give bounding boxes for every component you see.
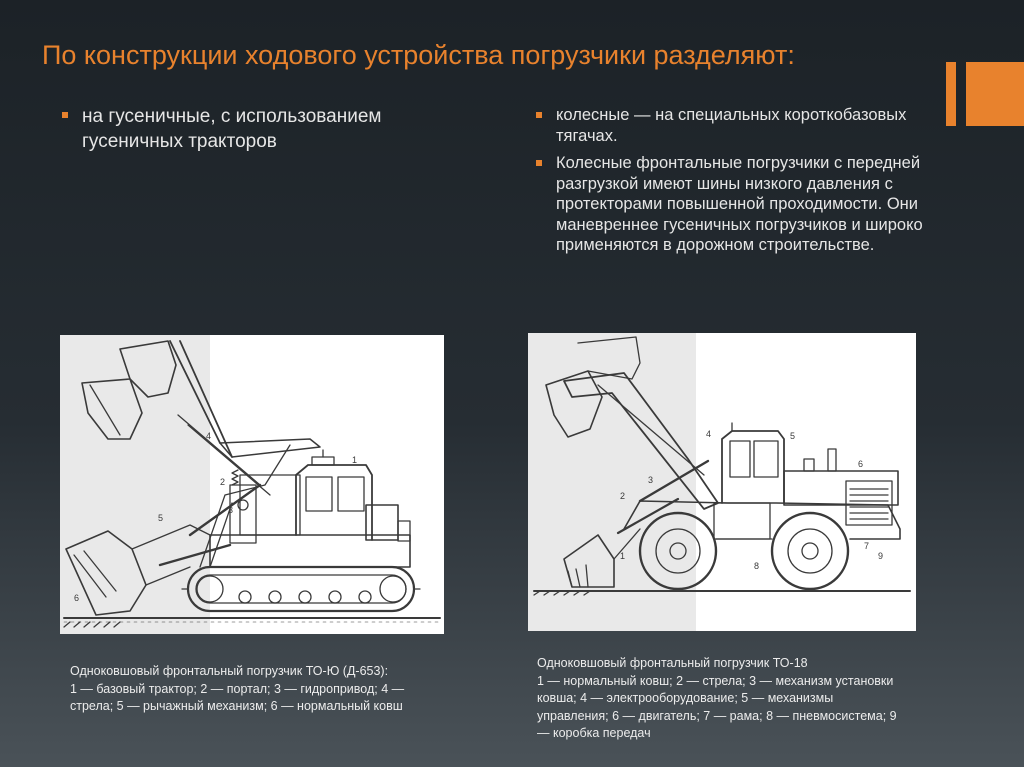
caption-body: 1 — нормальный ковш; 2 — стрела; 3 — механизм установки ковша; 4 — электрооборудование; 5 — механизмы управления; 6 — двигатель; 7 — рама; 8 — пневмосистема; 9 — коробка передач [537, 673, 897, 740]
callout-1: 1 [352, 455, 358, 465]
accent-bar-thin [946, 62, 956, 126]
left-bullet-text: на гусеничные, с использованием гусеничных тракторов [82, 106, 382, 152]
right-bullet-text: колесные — на специальных короткобазовых тягачах. [556, 106, 907, 145]
callout-6: 6 [74, 593, 80, 603]
callout-7: 7 [864, 541, 870, 551]
wheel-loader-drawing [528, 333, 916, 631]
left-bullet-list [62, 104, 422, 154]
right-bullet-item [536, 105, 926, 146]
right-bullet-item [536, 153, 926, 256]
callout-1: 1 [620, 551, 626, 561]
caption-title: Одноковшовый фронтальный погрузчик ТО-Ю (Д-653): [70, 664, 389, 678]
accent-bar-thick [966, 62, 1024, 126]
callout-2: 2 [220, 477, 226, 487]
callout-4: 4 [706, 429, 712, 439]
bullet-marker [536, 112, 542, 118]
callout-3: 3 [648, 475, 654, 485]
callout-2: 2 [620, 491, 626, 501]
right-bullet-text: Колесные фронтальные погрузчики с передней разгрузкой имеют шины низкого давления с протекторами повышенной проходимости. Они маневреннее гусеничных погрузчиков и широко применяются в дорожном строительстве. [556, 154, 923, 254]
slide-title: По конструкции ходового устройства погрузчики разделяют: [42, 40, 795, 70]
right-bullet-list [536, 105, 926, 263]
caption-body: 1 — базовый трактор; 2 — портал; 3 — гидропривод; 4 — стрела; 5 — рычажный механизм; 6 — нормальный ковш [70, 681, 405, 713]
callout-4: 4 [206, 431, 212, 441]
callout-3: 3 [228, 505, 234, 515]
callout-5: 5 [158, 513, 164, 523]
callout-6: 6 [858, 459, 864, 469]
bullet-marker [62, 112, 68, 118]
callout-5: 5 [790, 431, 796, 441]
left-figure-caption [70, 663, 440, 716]
callout-8: 8 [754, 561, 760, 571]
right-figure-caption [537, 655, 907, 743]
bullet-marker [536, 160, 542, 166]
callout-9: 9 [878, 551, 884, 561]
left-bullet-item [62, 104, 422, 154]
crawler-loader-drawing [60, 335, 444, 634]
caption-title: Одноковшовый фронтальный погрузчик ТО-18 [537, 656, 808, 670]
